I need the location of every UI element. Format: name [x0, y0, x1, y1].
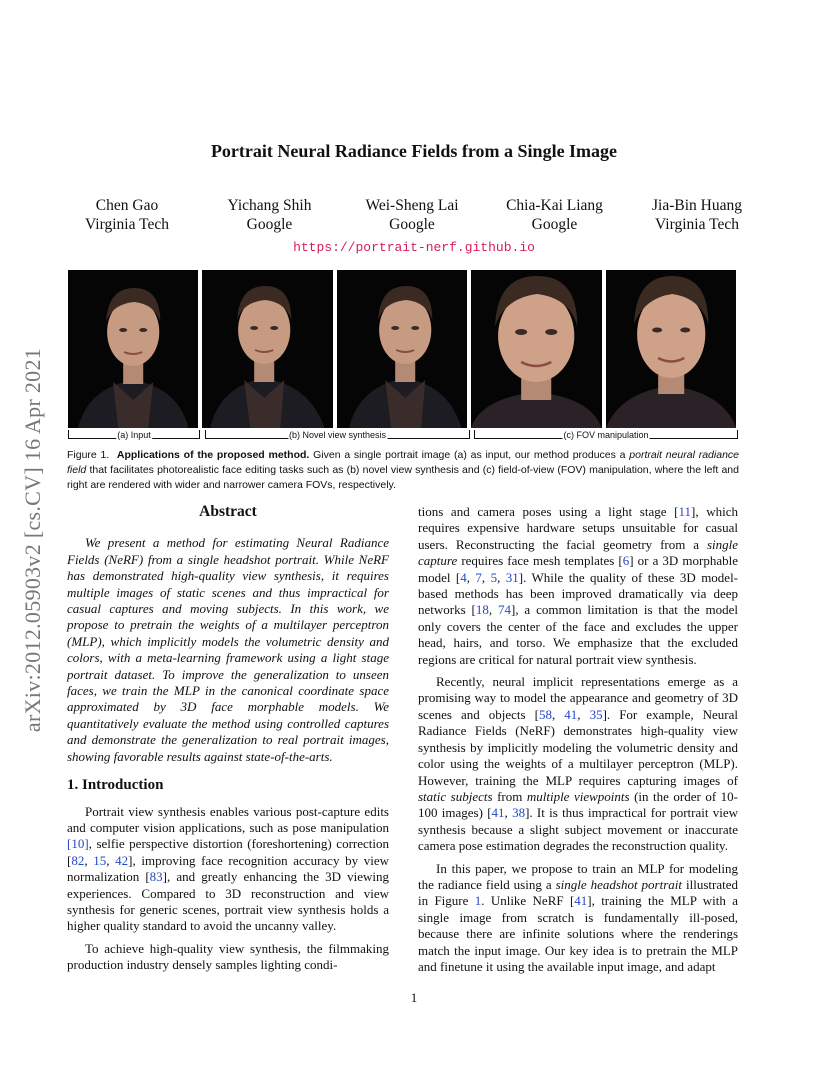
bracket-novel-view [205, 430, 470, 439]
author-name: Chen Gao [95, 197, 159, 214]
citation[interactable]: 5 [490, 569, 498, 585]
paper-title: Portrait Neural Radiance Fields from a Single Image [210, 141, 618, 161]
citation[interactable]: 42 [115, 852, 129, 868]
arxiv-sidebar [18, 290, 48, 790]
citation[interactable]: 6 [622, 553, 630, 569]
citation[interactable]: 58 [538, 706, 552, 722]
author [205, 196, 335, 234]
right-column [418, 504, 738, 981]
figure-reference[interactable]: 1 [474, 893, 482, 909]
author [62, 196, 192, 234]
author-affiliation: Google [389, 216, 435, 233]
author-name: Yichang Shih [227, 197, 312, 214]
figure-caption [67, 448, 739, 493]
page-number: 1 [410, 990, 418, 1005]
caption-italic: portrait neural radiance field [67, 449, 740, 476]
intro-heading: 1. Introduction [67, 777, 164, 794]
left-column [67, 504, 389, 980]
portrait-fov-narrow [606, 270, 736, 428]
citation[interactable]: 18 [475, 602, 489, 618]
abstract-heading: Abstract [199, 503, 257, 520]
caption-text-1: Given a single portrait image (a) as input, our method produces a [313, 449, 626, 461]
author [490, 196, 620, 234]
abstract-text: We present a method for estimating Neural Radiance Fields (NeRF) from a single headshot portrait. While NeRF has demonstrated high-quality view synthesis, it requires multiple images of static scenes and thus impractical for casual captures and moving subjects. In this work, we propose to pretrain the weights of a multilayer perceptron (MLP), which implicitly models the volumetric density and colors, with a meta-learning framework using a light stage portrait dataset. To improve the generalization to unseen faces, we train the MLP in the canonical coordinate space approximated by 3D face morphable models. We quantitatively evaluate the method using controlled captures and demonstrate the generalization to real portrait images, showing favorable results against state-of-the-arts. [67, 535, 389, 764]
author-name: Jia-Bin Huang [652, 197, 742, 214]
bracket-fov [474, 430, 738, 439]
portrait-novel-view-2 [337, 270, 467, 428]
caption-bold: Applications of the proposed method. [116, 449, 310, 461]
citation[interactable]: 7 [475, 569, 482, 585]
caption-label: Figure 1. [67, 449, 110, 461]
citation[interactable]: [10] [67, 836, 89, 852]
project-url[interactable]: https://portrait-nerf.github.io [293, 240, 535, 255]
portrait-input [68, 270, 198, 428]
citation[interactable]: 35 [589, 706, 603, 722]
intro-paragraph-4: Recently, neural implicit representations emerge as a promising way to model the appearance and geometry of 3D scenes and objects [58, 41, 35]. For example, Neural Radiance Fields (NeRF) demonstrates high-quality view synthesis by implicitly modeling the volumetric density and color using the weights of a multilayer perceptron (MLP). However, training the MLP requires capturing images of static subjects from multiple viewpoints (in the order of 10-100 images) [41, 38]. It is thus impractical for portrait view synthesis because a slight subject movement or inaccurate camera pose estimation degrades the reconstruction quality. [418, 674, 738, 854]
author-affiliation: Virginia Tech [85, 216, 169, 233]
citation[interactable]: 31 [505, 569, 519, 585]
intro-paragraph-2: To achieve high-quality view synthesis, the filmmaking production industry densely samples lighting condi- [67, 940, 389, 973]
author-list [62, 196, 762, 234]
citation[interactable]: 4 [460, 569, 467, 585]
arxiv-id: arXiv:2012.05903v2 [cs.CV] 16 Apr 2021 [20, 347, 45, 733]
citation[interactable]: 11 [678, 504, 691, 519]
figure-labels [68, 428, 736, 444]
citation[interactable]: 38 [512, 805, 526, 821]
author-affiliation: Google [246, 216, 293, 233]
intro-paragraph-5: In this paper, we propose to train an MLP for modeling the radiance field using a single headshot portrait illustrated in Figure 1. Unlike NeRF [41], training the MLP with a single image from scratch is fundamentally ill-posed, because there are infinite solutions where the renderings match the input image. Our key idea is to pretrain the MLP and finetune it using the available input image, and adapt [418, 860, 738, 974]
citation[interactable]: 74 [497, 602, 511, 618]
portrait-fov-wide [471, 270, 601, 428]
citation[interactable]: 83 [149, 869, 163, 885]
intro-paragraph-3: tions and camera poses using a light stage [11], which requires expensive hardware setups unsuitable for casual users. Reconstructing the facial geometry from a single capture requires face mesh templates [6] or a 3D morphable model [4, 7, 5, 31]. While the quality of these 3D model-based methods has been improved dramatically via deep networks [18, 74], a common limitation is that the model only covers the center of the face and excludes the upper head, hairs, and torso. We emphasize that the excluded regions are critical for natural portrait view synthesis. [418, 504, 739, 667]
author-name: Wei-Sheng Lai [365, 197, 459, 214]
label-novel-view: (b) Novel view synthesis [288, 430, 387, 440]
author-affiliation: Google [531, 216, 578, 233]
intro-paragraph-1: Portrait view synthesis enables various post-capture edits and computer vision applications, such as pose manipulation [10], selfie perspective distortion (foreshortening) correction [82, 15, 42], improving face recognition accuracy by view normalization [83], and greatly enhancing the 3D viewing experiences. Compared to 3D reconstruction and view synthesis for generic scenes, portrait view synthesis holds a higher quality standard to avoid the uncanny valley. [67, 803, 390, 934]
citation[interactable]: 82 [71, 852, 85, 868]
figure-1-images [68, 270, 736, 428]
caption-text-2: that facilitates photorealistic face editing tasks such as (b) novel view synthesis and (c) field-of-view (FOV) manipulation, where the left and right are rendered with wider and narrower camera FOVs, respectively. [67, 464, 739, 491]
author [632, 196, 762, 234]
citation[interactable]: 15 [93, 852, 107, 868]
citation[interactable]: 41 [564, 706, 578, 722]
label-input: (a) Input [117, 430, 151, 440]
citation[interactable]: 41 [574, 893, 588, 909]
portrait-novel-view-1 [202, 270, 332, 428]
bracket-input [68, 430, 200, 439]
author-name: Chia-Kai Liang [506, 197, 603, 214]
citation[interactable]: 41 [491, 805, 505, 821]
label-fov: (c) FOV manipulation [563, 430, 649, 440]
author [347, 196, 477, 234]
author-affiliation: Virginia Tech [655, 216, 739, 233]
